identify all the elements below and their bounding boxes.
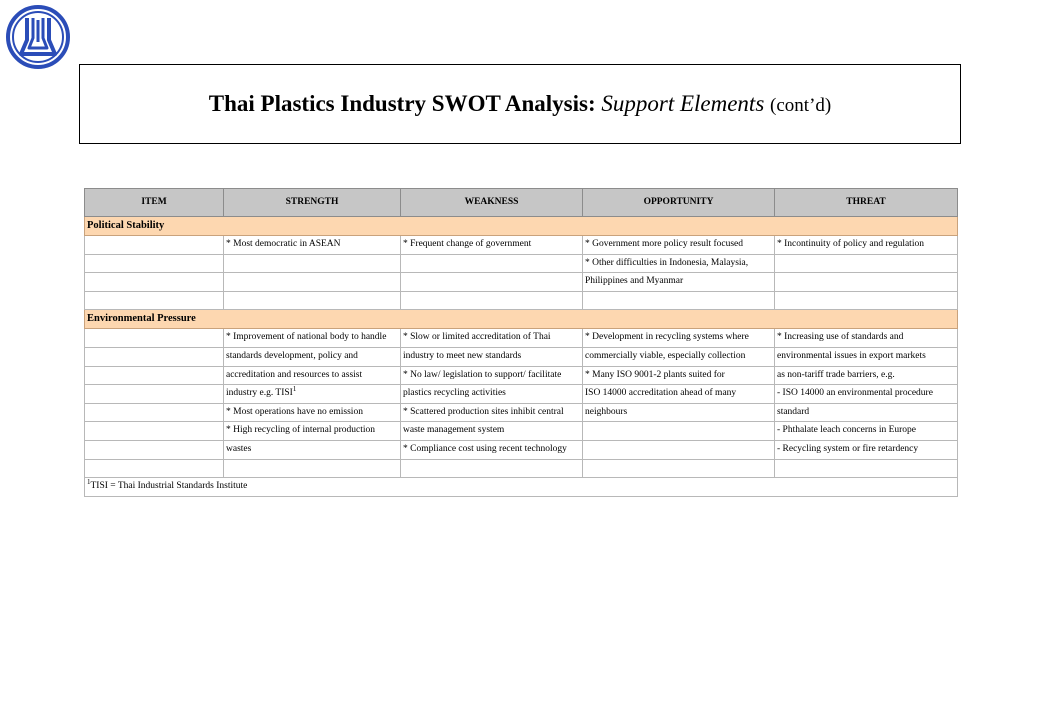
table-row — [85, 422, 958, 441]
table-cell — [85, 236, 224, 255]
table-cell — [85, 273, 224, 292]
table-cell: * Compliance cost using recent technology — [401, 440, 583, 459]
table-row — [85, 236, 958, 255]
table-cell: * Development in recycling systems where — [583, 329, 775, 348]
table-cell — [85, 403, 224, 422]
page-title — [209, 91, 831, 117]
table-cell — [224, 254, 401, 273]
table-cell: * Increasing use of standards and — [775, 329, 958, 348]
table-row — [85, 385, 958, 404]
table-cell: standard — [775, 403, 958, 422]
table-cell: environmental issues in export markets — [775, 347, 958, 366]
table-cell — [401, 254, 583, 273]
table-cell — [775, 273, 958, 292]
title-bold: Thai Plastics Industry SWOT Analysis: — [208, 91, 596, 116]
table-cell: standards development, policy and — [224, 347, 401, 366]
header-opportunity: OPPORTUNITY — [583, 189, 775, 217]
table-cell: * Most operations have no emission — [224, 403, 401, 422]
table-cell — [224, 273, 401, 292]
table-cell: neighbours — [583, 403, 775, 422]
title-box — [79, 64, 961, 144]
table-cell: ISO 14000 accreditation ahead of many — [583, 385, 775, 404]
logo-emblem — [5, 4, 71, 70]
table-cell: * Most democratic in ASEAN — [224, 236, 401, 255]
table-cell — [85, 347, 224, 366]
table-row — [85, 329, 958, 348]
table-row — [85, 403, 958, 422]
table-cell — [85, 422, 224, 441]
table-row-empty — [85, 459, 958, 478]
section-row-environmental — [85, 310, 958, 329]
table-header-row — [85, 189, 958, 217]
table-cell: as non-tariff trade barriers, e.g. — [775, 366, 958, 385]
table-cell: - ISO 14000 an environmental procedure — [775, 385, 958, 404]
footnote-marker: 1 — [292, 385, 297, 394]
table-cell: - Recycling system or fire retardency — [775, 440, 958, 459]
table-cell: * High recycling of internal production — [224, 422, 401, 441]
table-cell — [224, 385, 401, 404]
table-cell: plastics recycling activities — [401, 385, 583, 404]
table-cell: wastes — [224, 440, 401, 459]
footnote-row — [85, 478, 958, 497]
table-row-empty — [85, 291, 958, 310]
table-cell: accreditation and resources to assist — [224, 366, 401, 385]
header-threat: THREAT — [775, 189, 958, 217]
footnote — [85, 478, 958, 497]
table-cell: * Frequent change of government — [401, 236, 583, 255]
table-cell: industry to meet new standards — [401, 347, 583, 366]
table-cell — [583, 440, 775, 459]
table-cell: * No law/ legislation to support/ facilitate — [401, 366, 583, 385]
table-cell: * Incontinuity of policy and regulation — [775, 236, 958, 255]
section-label: Political Stability — [85, 217, 958, 236]
table-cell: * Other difficulties in Indonesia, Malaysia, — [583, 254, 775, 273]
table-cell: waste management system — [401, 422, 583, 441]
header-weakness: WEAKNESS — [401, 189, 583, 217]
table-cell — [85, 329, 224, 348]
footnote-text: TISI = Thai Industrial Standards Institute — [90, 481, 248, 492]
header-strength: STRENGTH — [224, 189, 401, 217]
table-row — [85, 273, 958, 292]
table-cell — [583, 422, 775, 441]
table-cell: Philippines and Myanmar — [583, 273, 775, 292]
table-row — [85, 366, 958, 385]
table-cell: * Slow or limited accreditation of Thai — [401, 329, 583, 348]
table-cell: - Phthalate leach concerns in Europe — [775, 422, 958, 441]
swot-table — [84, 188, 958, 497]
header-item: ITEM — [85, 189, 224, 217]
table-cell — [775, 254, 958, 273]
table-cell: * Government more policy result focused — [583, 236, 775, 255]
footnote-number: 1 — [87, 478, 91, 487]
section-row-political — [85, 217, 958, 236]
table-cell — [85, 440, 224, 459]
table-cell: * Many ISO 9001-2 plants suited for — [583, 366, 775, 385]
title-cont: (cont’d) — [770, 95, 832, 116]
table-row — [85, 440, 958, 459]
table-row — [85, 347, 958, 366]
table-cell: * Improvement of national body to handle — [224, 329, 401, 348]
table-cell — [401, 273, 583, 292]
table-row — [85, 254, 958, 273]
table-cell: * Scattered production sites inhibit central — [401, 403, 583, 422]
table-cell — [85, 385, 224, 404]
table-cell — [85, 366, 224, 385]
table-cell — [85, 254, 224, 273]
section-label: Environmental Pressure — [85, 310, 958, 329]
title-italic: Support Elements — [601, 91, 765, 116]
table-cell: commercially viable, especially collection — [583, 347, 775, 366]
tisi-text: industry e.g. TISI — [226, 388, 293, 399]
